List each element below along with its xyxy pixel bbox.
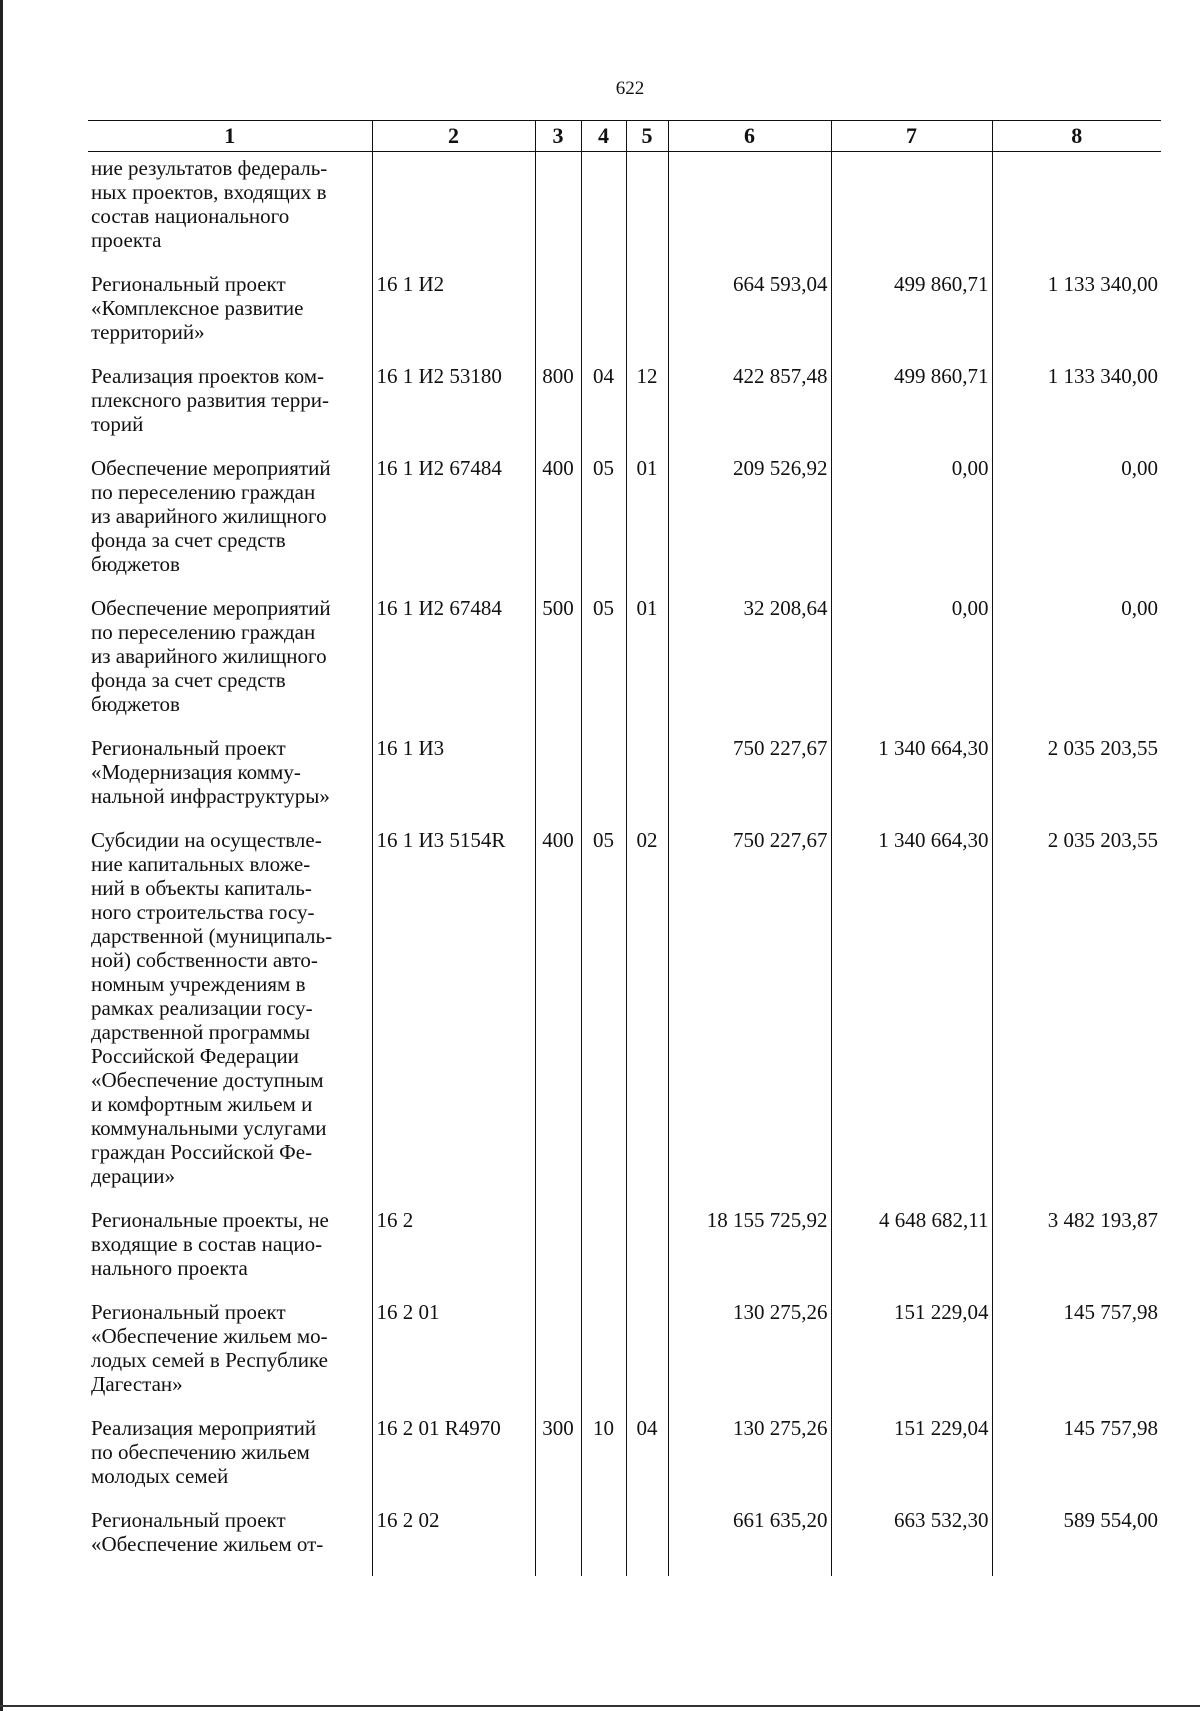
cell-amount-col-7: 1 340 664,30: [831, 730, 992, 822]
table-row: [88, 1202, 1161, 1294]
cell-col-5: 01: [626, 590, 668, 730]
item-name-line: ной) собственности авто-: [91, 948, 318, 972]
item-name-line: нальной инфраструктуры»: [91, 784, 330, 808]
cell-amount-col-6: 209 526,92: [668, 450, 831, 590]
header-col-3: 3: [535, 121, 581, 152]
cell-code: 16 2 02: [372, 1502, 535, 1576]
cell-col-5: [626, 266, 668, 358]
cell-col-5: 12: [626, 358, 668, 450]
item-name-line: Реализация проектов ком-: [91, 364, 325, 388]
header-col-1: 1: [88, 121, 372, 152]
item-name-line: Обеспечение мероприятий: [91, 596, 331, 620]
cell-col-4: [581, 1502, 626, 1576]
cell-amount-col-8: 2 035 203,55: [992, 730, 1161, 822]
cell-item-name: [88, 1410, 372, 1502]
table-row: [88, 1502, 1161, 1576]
cell-code: 16 1 И3 5154R: [372, 822, 535, 1202]
item-name-line: дарственной программы: [91, 1020, 310, 1044]
cell-col-5: 01: [626, 450, 668, 590]
cell-amount-col-8: 2 035 203,55: [992, 822, 1161, 1202]
cell-item-name: [88, 1202, 372, 1294]
cell-item-name: [88, 730, 372, 822]
header-col-2: 2: [372, 121, 535, 152]
item-name-line: дарственной (муниципаль-: [91, 924, 333, 948]
cell-col-4: [581, 266, 626, 358]
cell-col-3: [535, 266, 581, 358]
cell-item-name: [88, 266, 372, 358]
cell-col-3: [535, 1202, 581, 1294]
item-name-line: рамках реализации госу-: [91, 996, 313, 1020]
page-number: 622: [615, 78, 645, 99]
cell-col-4: [581, 1202, 626, 1294]
item-name-line: бюджетов: [91, 552, 180, 576]
cell-amount-col-6: 18 155 725,92: [668, 1202, 831, 1294]
cell-col-3: 500: [535, 590, 581, 730]
scan-border-bottom: [0, 1705, 1200, 1707]
cell-code: 16 1 И3: [372, 730, 535, 822]
cell-amount-col-8: [992, 152, 1161, 267]
item-name-line: проекта: [91, 228, 162, 252]
cell-col-3: 300: [535, 1410, 581, 1502]
item-name-line: территорий»: [91, 320, 205, 344]
item-name-line: «Модернизация комму-: [91, 760, 301, 784]
scan-border-left: [0, 0, 3, 1711]
item-name-line: состав национального: [91, 204, 290, 228]
cell-col-5: [626, 1502, 668, 1576]
header-col-8: 8: [992, 121, 1161, 152]
cell-item-name: [88, 590, 372, 730]
item-name-line: ний в объекты капиталь-: [91, 876, 312, 900]
cell-code: 16 1 И2 67484: [372, 450, 535, 590]
cell-amount-col-6: 664 593,04: [668, 266, 831, 358]
table-row: [88, 152, 1161, 267]
header-col-7: 7: [831, 121, 992, 152]
cell-item-name: [88, 1294, 372, 1410]
item-name-line: фонда за счет средств: [91, 528, 286, 552]
cell-col-4: 05: [581, 590, 626, 730]
cell-amount-col-7: 663 532,30: [831, 1502, 992, 1576]
cell-amount-col-8: 0,00: [992, 590, 1161, 730]
table-header: [88, 121, 1161, 152]
item-name-line: «Обеспечение жильем от-: [91, 1532, 324, 1556]
header-row: [88, 121, 1161, 152]
cell-col-3: [535, 1502, 581, 1576]
cell-amount-col-7: [831, 152, 992, 267]
cell-amount-col-7: 499 860,71: [831, 358, 992, 450]
cell-item-name: [88, 450, 372, 590]
cell-amount-col-6: 422 857,48: [668, 358, 831, 450]
item-name-line: по переселению граждан: [91, 480, 316, 504]
cell-amount-col-7: 4 648 682,11: [831, 1202, 992, 1294]
item-name-line: Региональный проект: [91, 1300, 286, 1324]
cell-code: 16 1 И2 53180: [372, 358, 535, 450]
item-name-line: граждан Российской Фе-: [91, 1140, 313, 1164]
cell-item-name: [88, 358, 372, 450]
header-col-5: 5: [626, 121, 668, 152]
cell-col-5: 02: [626, 822, 668, 1202]
item-name-line: Региональные проекты, не: [91, 1208, 329, 1232]
item-name-line: и комфортным жильем и: [91, 1092, 313, 1116]
item-name-line: фонда за счет средств: [91, 668, 286, 692]
table-row: [88, 266, 1161, 358]
table-row: [88, 1294, 1161, 1410]
item-name-line: плексного развития терри-: [91, 388, 329, 412]
table-row: [88, 590, 1161, 730]
table-row: [88, 358, 1161, 450]
item-name-line: Обеспечение мероприятий: [91, 456, 331, 480]
cell-amount-col-6: [668, 152, 831, 267]
cell-col-4: 05: [581, 822, 626, 1202]
cell-col-5: [626, 152, 668, 267]
item-name-line: из аварийного жилищного: [91, 644, 327, 668]
cell-amount-col-7: 151 229,04: [831, 1410, 992, 1502]
cell-amount-col-6: 750 227,67: [668, 730, 831, 822]
cell-amount-col-6: 32 208,64: [668, 590, 831, 730]
cell-amount-col-6: 130 275,26: [668, 1294, 831, 1410]
item-name-line: входящие в состав нацио-: [91, 1232, 323, 1256]
item-name-line: номным учреждениям в: [91, 972, 306, 996]
cell-col-4: [581, 152, 626, 267]
cell-amount-col-7: 0,00: [831, 590, 992, 730]
cell-amount-col-7: 499 860,71: [831, 266, 992, 358]
budget-table: [88, 120, 1161, 1576]
item-name-line: Региональный проект: [91, 272, 286, 296]
item-name-line: бюджетов: [91, 692, 180, 716]
cell-code: 16 2: [372, 1202, 535, 1294]
cell-code: 16 1 И2: [372, 266, 535, 358]
item-name-line: ных проектов, входящих в: [91, 180, 327, 204]
item-name-line: Российской Федерации: [91, 1044, 299, 1068]
item-name-line: Региональный проект: [91, 1508, 286, 1532]
cell-amount-col-7: 151 229,04: [831, 1294, 992, 1410]
item-name-line: ние капитальных вложе-: [91, 852, 311, 876]
cell-amount-col-8: 1 133 340,00: [992, 266, 1161, 358]
table-body: [88, 152, 1161, 1577]
cell-amount-col-6: 661 635,20: [668, 1502, 831, 1576]
item-name-line: Субсидии на осуществле-: [91, 828, 322, 852]
header-col-6: 6: [668, 121, 831, 152]
item-name-line: по переселению граждан: [91, 620, 316, 644]
cell-amount-col-8: 145 757,98: [992, 1410, 1161, 1502]
cell-amount-col-8: 1 133 340,00: [992, 358, 1161, 450]
cell-col-4: [581, 1294, 626, 1410]
cell-col-4: 10: [581, 1410, 626, 1502]
cell-col-5: [626, 1294, 668, 1410]
table-row: [88, 450, 1161, 590]
cell-amount-col-8: 589 554,00: [992, 1502, 1161, 1576]
item-name-line: Региональный проект: [91, 736, 286, 760]
cell-col-4: [581, 730, 626, 822]
cell-item-name: [88, 152, 372, 267]
item-name-line: «Обеспечение жильем мо-: [91, 1324, 328, 1348]
item-name-line: из аварийного жилищного: [91, 504, 327, 528]
table-row: [88, 1410, 1161, 1502]
item-name-line: молодых семей: [91, 1464, 229, 1488]
item-name-line: коммунальными услугами: [91, 1116, 327, 1140]
cell-amount-col-8: 3 482 193,87: [992, 1202, 1161, 1294]
cell-col-3: 400: [535, 450, 581, 590]
item-name-line: Реализация мероприятий: [91, 1416, 317, 1440]
item-name-line: нального проекта: [91, 1256, 248, 1280]
cell-col-3: 800: [535, 358, 581, 450]
cell-item-name: [88, 822, 372, 1202]
cell-col-3: [535, 730, 581, 822]
item-name-line: дерации»: [91, 1164, 176, 1188]
cell-code: [372, 152, 535, 267]
cell-amount-col-8: 145 757,98: [992, 1294, 1161, 1410]
table-row: [88, 822, 1161, 1202]
item-name-line: ние результатов федераль-: [91, 156, 328, 180]
cell-amount-col-8: 0,00: [992, 450, 1161, 590]
cell-col-5: 04: [626, 1410, 668, 1502]
item-name-line: «Комплексное развитие: [91, 296, 304, 320]
item-name-line: Дагестан»: [91, 1372, 183, 1396]
cell-code: 16 2 01 R4970: [372, 1410, 535, 1502]
cell-col-3: [535, 152, 581, 267]
table-row: [88, 730, 1161, 822]
cell-col-4: 04: [581, 358, 626, 450]
cell-col-3: 400: [535, 822, 581, 1202]
cell-item-name: [88, 1502, 372, 1576]
cell-code: 16 2 01: [372, 1294, 535, 1410]
item-name-line: по обеспечению жильем: [91, 1440, 310, 1464]
cell-code: 16 1 И2 67484: [372, 590, 535, 730]
cell-col-4: 05: [581, 450, 626, 590]
cell-amount-col-6: 750 227,67: [668, 822, 831, 1202]
cell-amount-col-7: 1 340 664,30: [831, 822, 992, 1202]
cell-col-5: [626, 730, 668, 822]
header-col-4: 4: [581, 121, 626, 152]
cell-col-3: [535, 1294, 581, 1410]
cell-amount-col-6: 130 275,26: [668, 1410, 831, 1502]
item-name-line: торий: [91, 412, 144, 436]
cell-amount-col-7: 0,00: [831, 450, 992, 590]
item-name-line: «Обеспечение доступным: [91, 1068, 324, 1092]
item-name-line: ного строительства госу-: [91, 900, 315, 924]
item-name-line: лодых семей в Республике: [91, 1348, 328, 1372]
cell-col-5: [626, 1202, 668, 1294]
